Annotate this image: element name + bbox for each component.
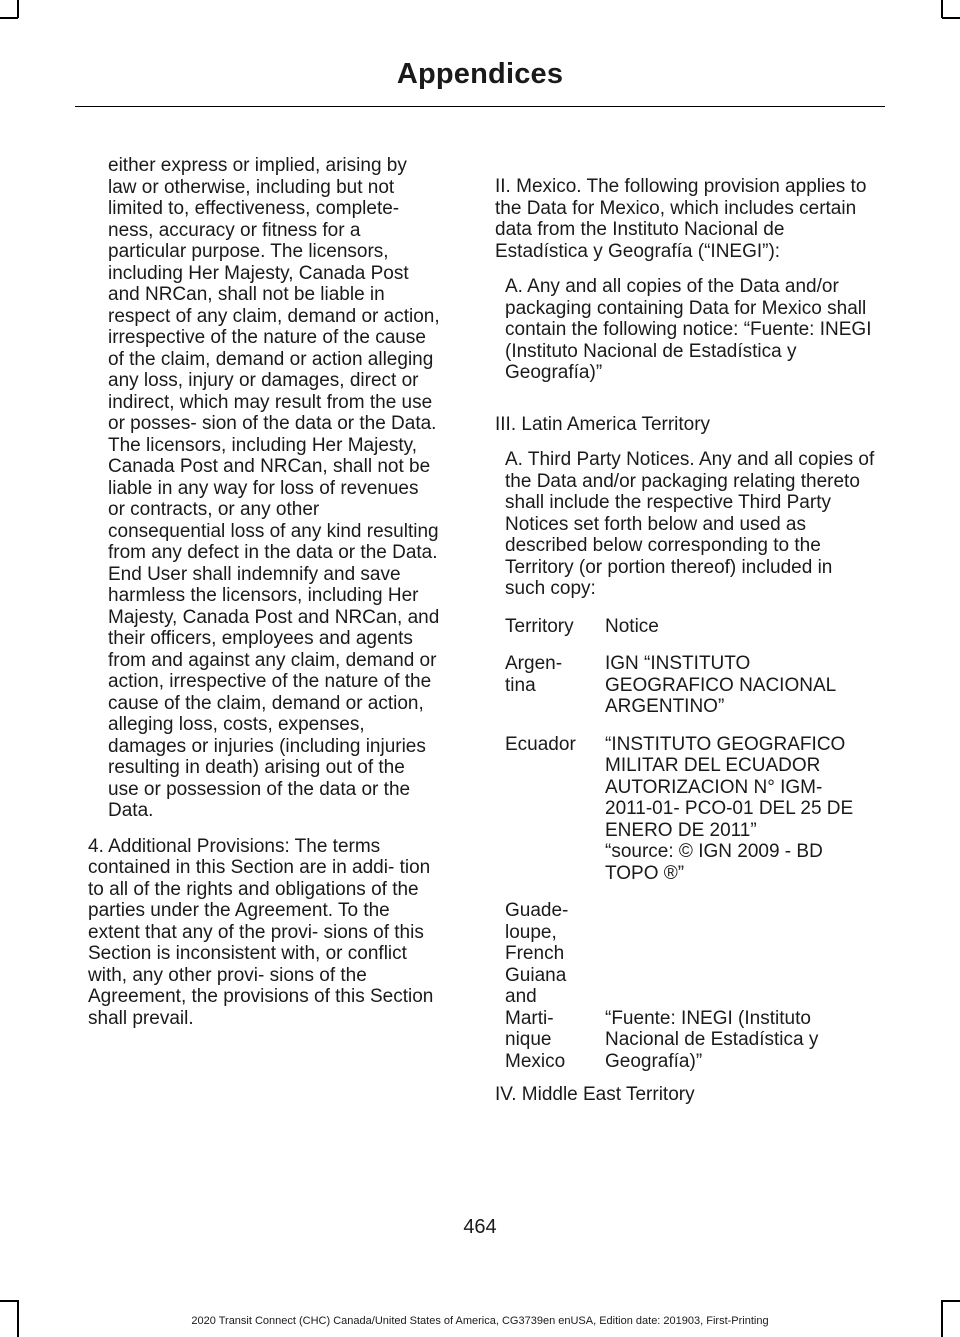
liability-paragraph: either express or implied, arising by law or otherwise, including but not limited to, effectiveness, complete- ness, accuracy or fitness for a particular purpose. The licensors, including Her Majesty, Canada Post and NRCan, shall not be liable in respect of any claim, demand or action, irrespective of the nature of the cause of the claim, demand or action alleging any loss, injury or damages, direct or indirect, which may result from the use or posses- sion of the data or the Data. The licensors, including Her Majesty, Canada Post and NRCan, shall not be liable in any way for loss of revenues or contracts, or any other consequential loss of any kind resulting from any defect in the data or the Data. <box>108 155 440 563</box>
mexico-heading: II. Mexico. The following provision applies to the Data for Mexico, which includes certain data from the Instituto Nacional de Estadística y Geografía (“INEGI”): <box>495 176 867 262</box>
table-row <box>505 653 873 718</box>
notice-table <box>505 616 873 1073</box>
mexico-notice-paragraph: A. Any and all copies of the Data and/or packaging containing Data for Mexico shall contain the following notice: “Fuente: INEGI (Instituto Nacional de Estadística y Geografía)” <box>505 276 872 383</box>
table-row <box>505 841 873 884</box>
notice-cell-text: “Fuente: INEGI (Instituto Nacional de Estadística y Geografía)” <box>605 1007 819 1072</box>
page-title: Appendices <box>396 58 564 90</box>
territory-cell: Ecuador <box>505 733 576 755</box>
right-column <box>495 176 875 1106</box>
crop-mark-bottom-left-h <box>0 1300 18 1302</box>
notice-cell: “source: © IGN 2009 - BD TOPO ®” <box>605 841 823 884</box>
territory-cell: Guade- loupe, French Guiana and Marti- nique Mexico <box>505 900 569 1072</box>
table-row <box>505 900 873 1072</box>
additional-provisions-paragraph: 4. Additional Provisions: The terms contained in this Section are in addi- tion to all of the rights and obligations of the parties under the Agreement. To the extent that any of the provi- sions of this Section is inconsistent with, or conflict with, any other provi- sions of the Agreement, the provisions of this Section shall prevail. <box>88 835 434 1029</box>
latam-notice-paragraph: A. Third Party Notices. Any and all copies of the Data and/or packaging relating thereto shall include the respective Third Party Notices set forth below and used as described below corresponding to the Territory (or portion thereof) included in such copy: <box>505 449 875 599</box>
footer-edition-text: 2020 Transit Connect (CHC) Canada/United States of America, CG3739en enUSA, Edition date: 201903, First-Printing <box>191 1315 769 1327</box>
notice-cell: “INSTITUTO GEOGRAFICO MILITAR DEL ECUADOR AUTORIZACION N° IGM- 2011-01- PCO-01 DEL 25 DE ENERO DE 2011” <box>605 733 854 841</box>
table-row <box>505 734 873 842</box>
territory-cell <box>505 841 605 884</box>
notice-cell: IGN “INSTITUTO GEOGRAFICO NACIONAL ARGENTINO” <box>605 653 836 717</box>
notice-header: Notice <box>605 615 659 637</box>
latam-heading: III. Latin America Territory <box>495 413 711 435</box>
middle-east-heading: IV. Middle East Territory <box>495 1084 695 1105</box>
indemnity-paragraph: End User shall indemnify and save harmless the licensors, including Her Majesty, Canada Post and NRCan, and their officers, employees and agents from and against any claim, demand or action, irrespective of the nature of the cause of the claim, demand or action, alleging loss, costs, expenses, damages or injuries (including injuries resulting in death) arising out of the use or possession of the data or the Data. <box>108 563 440 821</box>
left-column <box>88 155 440 1029</box>
territory-header: Territory <box>505 615 574 637</box>
title-divider <box>75 106 885 107</box>
crop-mark-top-right-h <box>942 17 960 19</box>
crop-mark-top-left-v <box>17 0 19 18</box>
territory-cell: Argen- tina <box>505 653 563 696</box>
crop-mark-bottom-right-h <box>942 1300 960 1302</box>
crop-mark-top-right-v <box>941 0 943 18</box>
notice-cell <box>605 900 873 1072</box>
table-header-row <box>505 616 873 638</box>
crop-mark-top-left-h <box>0 17 18 19</box>
page-number: 464 <box>463 1216 497 1238</box>
